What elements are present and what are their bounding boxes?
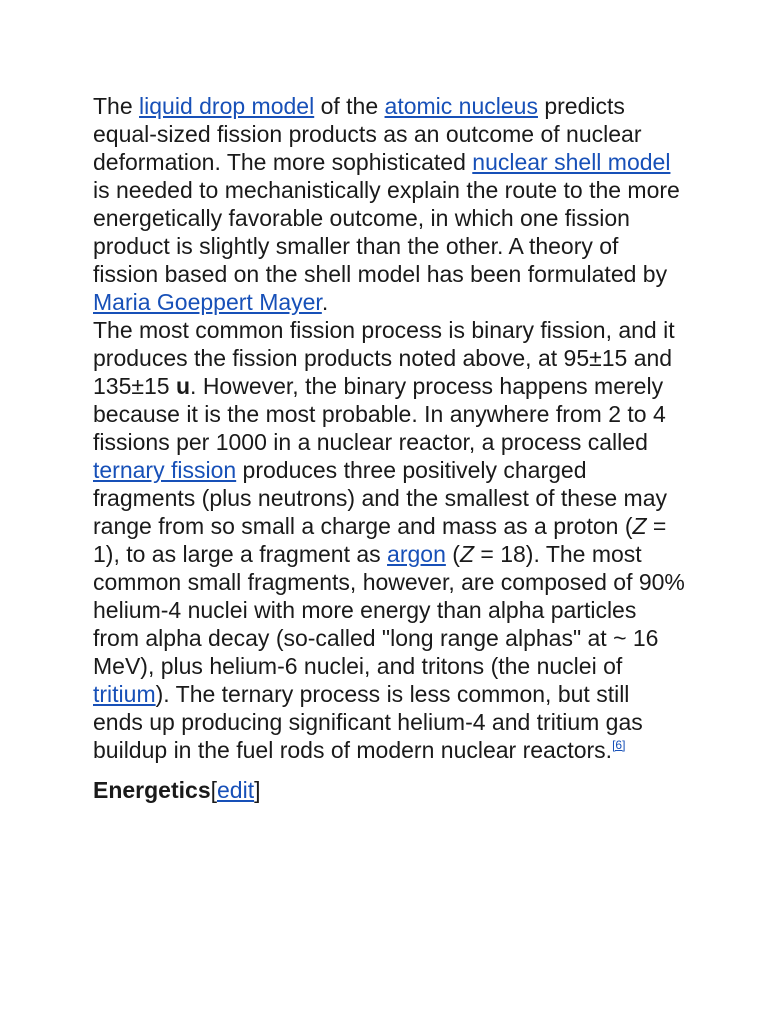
link-argon[interactable]: argon bbox=[387, 541, 446, 567]
link-ternary-fission[interactable]: ternary fission bbox=[93, 457, 237, 483]
link-atomic-nucleus[interactable]: atomic nucleus bbox=[384, 93, 538, 119]
symbol-z: Z bbox=[632, 513, 647, 539]
edit-link[interactable]: edit bbox=[217, 777, 255, 803]
section-heading-energetics bbox=[93, 776, 685, 804]
link-nuclear-shell-model[interactable]: nuclear shell model bbox=[472, 149, 671, 175]
edit-bracket-close: ] bbox=[254, 777, 261, 803]
section-title: Energetics bbox=[93, 777, 211, 803]
text-run: ( bbox=[445, 541, 460, 567]
text-run: is needed to mechanistically explain the route to the more energetically favorable outcome, in which one fission product is slightly smaller than the other. A theory of fission based on the shell model has been formulated by bbox=[93, 177, 680, 287]
text-run: predicts equal-sized fission products as an outcome of nuclear deformation. The more sophisticated bbox=[93, 93, 642, 175]
text-run: of the bbox=[314, 93, 385, 119]
link-maria-goeppert-mayer[interactable]: Maria Goeppert Mayer bbox=[93, 289, 322, 315]
text-run: ). The ternary process is less common, but still ends up producing significant helium-4 and tritium gas buildup in the fuel rods of modern nuclear reactors. bbox=[93, 681, 643, 763]
paragraph-fission-models bbox=[93, 92, 685, 316]
text-run: The most common fission process is binary fission, and it produces the fission products noted above, at 95±15 and 135±15 bbox=[93, 317, 675, 399]
text-run: produces three positively charged fragments (plus neutrons) and the smallest of these may range from so small a charge and mass as a proton ( bbox=[93, 457, 668, 539]
article-body bbox=[93, 92, 685, 804]
edit-bracket-open: [ bbox=[210, 777, 217, 803]
symbol-z: Z bbox=[459, 541, 474, 567]
unit-u: u bbox=[175, 373, 191, 399]
text-run: = 1), to as large a fragment as bbox=[93, 513, 667, 567]
text-run: . bbox=[321, 289, 329, 315]
text-run: The bbox=[93, 93, 140, 119]
link-tritium[interactable]: tritium bbox=[93, 681, 156, 707]
text-run: . However, the binary process happens merely because it is the most probable. In anywhere from 2 to 4 fissions per 1000 in a nuclear reactor, a process called bbox=[93, 373, 666, 455]
link-liquid-drop-model[interactable]: liquid drop model bbox=[139, 93, 315, 119]
paragraph-ternary-fission bbox=[93, 316, 685, 764]
reference-6[interactable]: [6] bbox=[612, 738, 626, 752]
text-run: = 18). The most common small fragments, however, are composed of 90% helium-4 nuclei with more energy than alpha particles from alpha decay (so-called "long range alphas" at ~ 16 MeV), plus helium-6 nuclei, and tritons (the nuclei of bbox=[93, 541, 685, 679]
